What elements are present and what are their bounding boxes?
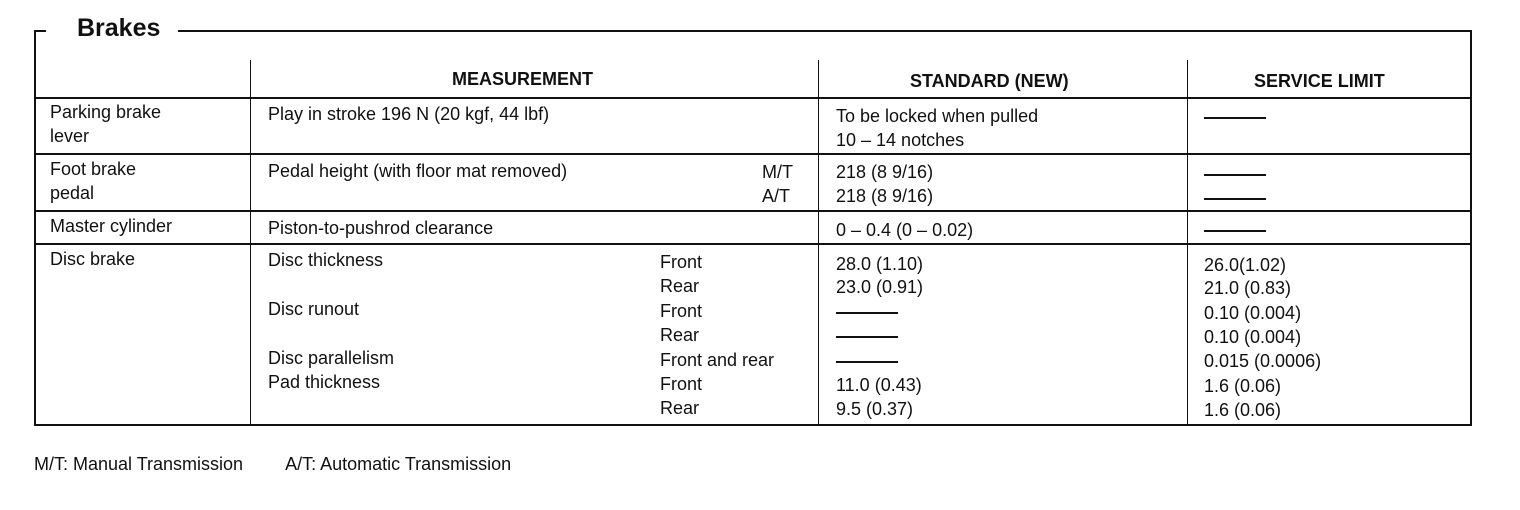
- legend-at: A/T: Automatic Transmission: [285, 454, 512, 474]
- standard-disc-runout-rear-none: [836, 336, 898, 338]
- service-limit-disc-thickness-rear: 21.0 (0.83): [1204, 278, 1292, 298]
- standard-disc-parallelism-none: [836, 361, 898, 363]
- header-standard: STANDARD (NEW): [910, 71, 1069, 91]
- item-parking-brake-lever: Parking brake lever: [50, 102, 162, 146]
- measurement-pedal-height: Pedal height (with floor mat removed): [268, 161, 568, 181]
- item-foot-brake-pedal: Foot brake pedal: [50, 159, 137, 203]
- service-limit-pedal-mt-none: [1204, 174, 1266, 176]
- row-divider: [34, 243, 1472, 245]
- measurement-pad-thickness: Pad thickness: [268, 372, 381, 392]
- measurement-piston-to-pushrod: Piston-to-pushrod clearance: [268, 218, 494, 238]
- item-master-cylinder: Master cylinder: [50, 216, 173, 236]
- standard-pedal-height-mt: 218 (8 9/16): [836, 162, 934, 182]
- measurement-disc-thickness: Disc thickness: [268, 250, 384, 270]
- standard-pad-thickness-front: 11.0 (0.43): [836, 375, 922, 395]
- standard-disc-runout-front-none: [836, 312, 898, 314]
- row-divider: [34, 97, 1472, 99]
- service-limit-pedal-at-none: [1204, 198, 1266, 200]
- frame-top-right: [178, 30, 1472, 32]
- position-front: Front: [660, 374, 703, 394]
- service-limit-pad-thickness-rear: 1.6 (0.06): [1204, 400, 1282, 420]
- standard-pedal-height-at: 218 (8 9/16): [836, 186, 934, 206]
- row-divider: [34, 210, 1472, 212]
- standard-disc-thickness-rear: 23.0 (0.91): [836, 277, 924, 297]
- standard-parking-brake: To be locked when pulled 10 – 14 notches: [836, 106, 1039, 150]
- standard-disc-thickness-front: 28.0 (1.10): [836, 254, 924, 274]
- position-rear: Rear: [660, 325, 700, 345]
- section-title: Brakes: [74, 13, 163, 43]
- service-limit-parking-brake-none: [1204, 117, 1266, 119]
- position-rear: Rear: [660, 398, 700, 418]
- position-rear: Rear: [660, 276, 700, 296]
- item-disc-brake: Disc brake: [50, 249, 136, 269]
- abbreviation-legend: [34, 452, 511, 476]
- row-divider: [34, 153, 1472, 155]
- measurement-play-in-stroke: Play in stroke 196 N (20 kgf, 44 lbf): [268, 104, 550, 124]
- legend-mt: M/T: Manual Transmission: [34, 454, 244, 474]
- position-front-and-rear: Front and rear: [660, 350, 775, 370]
- header-service-limit: SERVICE LIMIT: [1254, 71, 1385, 91]
- standard-pad-thickness-rear: 9.5 (0.37): [836, 399, 914, 419]
- frame-top-left: [34, 30, 46, 32]
- service-limit-disc-thickness-front: 26.0(1.02): [1204, 255, 1287, 275]
- header-measurement: MEASUREMENT: [452, 69, 594, 89]
- standard-master-cylinder: 0 – 0.4 (0 – 0.02): [836, 220, 974, 240]
- sub-at: A/T: [762, 186, 791, 206]
- service-limit-disc-parallelism: 0.015 (0.0006): [1204, 351, 1322, 371]
- measurement-disc-parallelism: Disc parallelism: [268, 348, 395, 368]
- service-limit-disc-runout-front: 0.10 (0.004): [1204, 303, 1302, 323]
- position-front: Front: [660, 301, 703, 321]
- service-limit-master-cylinder-none: [1204, 230, 1266, 232]
- measurement-disc-runout: Disc runout: [268, 299, 360, 319]
- position-front: Front: [660, 252, 703, 272]
- sub-mt: M/T: [762, 162, 793, 182]
- service-limit-disc-runout-rear: 0.10 (0.004): [1204, 327, 1302, 347]
- service-limit-pad-thickness-front: 1.6 (0.06): [1204, 376, 1282, 396]
